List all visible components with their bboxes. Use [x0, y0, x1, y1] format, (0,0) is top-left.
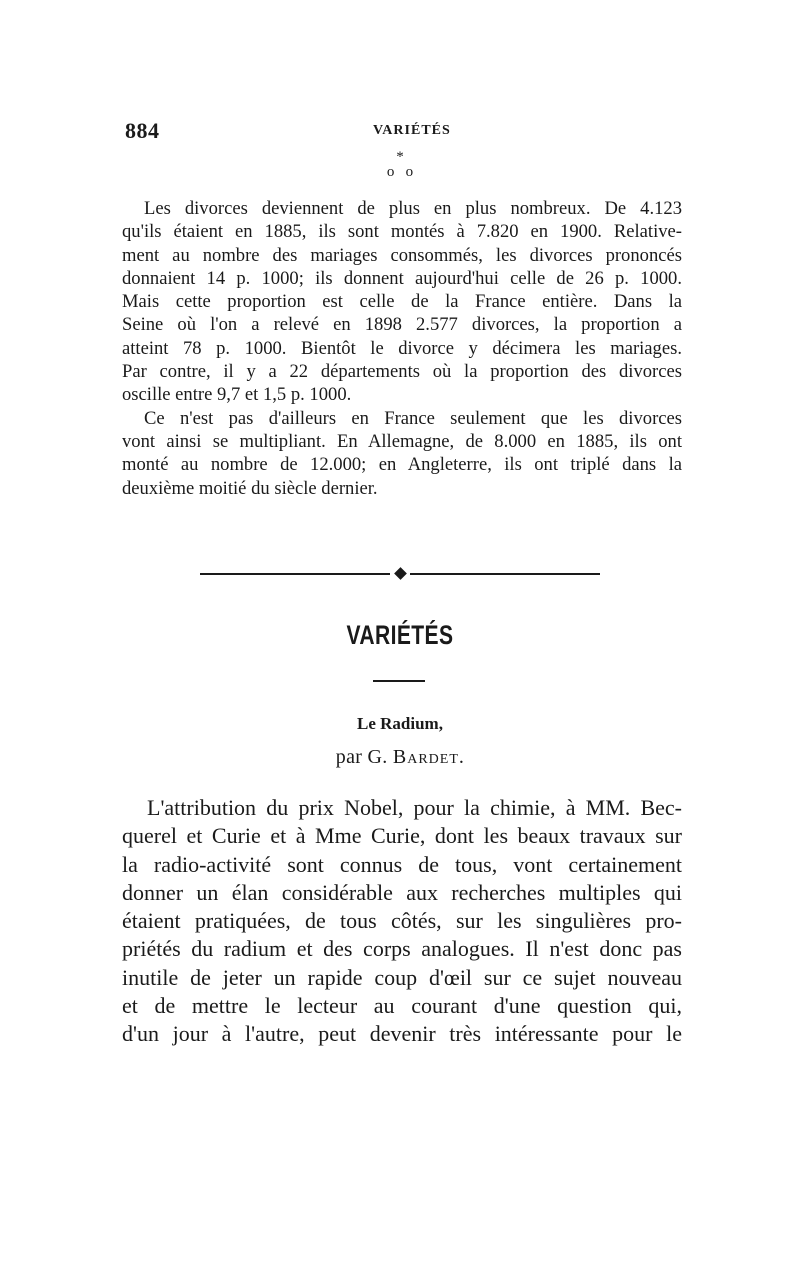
text-line: deuxième moitié du siècle dernier.: [122, 477, 378, 499]
text-line: inutile de jeter un rapide coup d'œil sur ce sujet nouveau: [122, 964, 682, 990]
text-line: Seine où l'on a relevé en 1898 2.577 divorces, la proportion a: [122, 314, 682, 336]
text-line: priétés du radium et des corps analogues. Il n'est donc pas: [122, 936, 682, 962]
text-line: querel et Curie et à Mme Curie, dont les beaux travaux sur: [122, 823, 682, 849]
text-line: étaient pratiquées, de tous côtés, sur les singulières pro-: [122, 908, 682, 934]
text-line: vont ainsi se multipliant. En Allemagne, de 8.000 en 1885, ils ont: [122, 430, 682, 452]
running-head: VARIÉTÉS: [373, 123, 451, 138]
article-byline: [0, 746, 800, 769]
text-line: donner un élan considérable aux recherches multiples qui: [122, 879, 682, 905]
text-line: Les divorces deviennent de plus en plus nombreux. De 4.123: [144, 198, 682, 219]
byline-suffix: .: [458, 746, 465, 768]
byline-prefix: par G.: [335, 746, 393, 768]
text-line: Par contre, il y a 22 départements où la proportion des divorces: [122, 361, 682, 383]
asterism-circles: o o: [386, 164, 414, 180]
article-title: Le Radium,: [357, 714, 443, 733]
asterism-star: *: [396, 149, 404, 165]
text-line: d'un jour à l'autre, peut devenir très intéressante pour le: [122, 1021, 682, 1047]
divider-rule-right: [410, 573, 600, 575]
section-title: VARIÉTÉS: [346, 620, 454, 650]
asterism-ornament: [360, 150, 440, 180]
text-line: oscille entre 9,7 et 1,5 p. 1000.: [122, 384, 352, 406]
section-divider: [200, 566, 600, 582]
divider-diamond-icon: [394, 567, 407, 580]
article-body: [122, 794, 682, 1049]
text-line: atteint 78 p. 1000. Bientôt le divorce y décimera les mariages.: [122, 337, 682, 359]
text-line: qu'ils étaient en 1885, ils sont montés à 7.820 en 1900. Relative-: [122, 221, 682, 243]
text-line: ment au nombre des mariages consommés, les divorces prononcés: [122, 244, 682, 266]
text-line: monté au nombre de 12.000; en Angleterre, ils ont triplé dans la: [122, 454, 682, 476]
text-line: la radio-activité sont connus de tous, vont certainement: [122, 851, 682, 877]
title-underline: [373, 680, 425, 682]
text-line: Ce n'est pas d'ailleurs en France seulement que les divorces: [144, 407, 682, 429]
previous-article-text: [122, 197, 682, 500]
text-line: L'attribution du prix Nobel, pour la chimie, à MM. Bec-: [147, 795, 682, 820]
author-name: Bardet: [392, 746, 459, 768]
text-line: Mais cette proportion est celle de la France entière. Dans la: [122, 291, 682, 313]
page-header: [125, 118, 685, 148]
divider-rule-left: [200, 573, 390, 575]
text-line: et de mettre le lecteur au courant d'une question qui,: [122, 993, 682, 1019]
text-line: donnaient 14 p. 1000; ils donnent aujourd'hui celle de 26 p. 1000.: [122, 267, 682, 289]
page-number: 884: [125, 118, 160, 143]
